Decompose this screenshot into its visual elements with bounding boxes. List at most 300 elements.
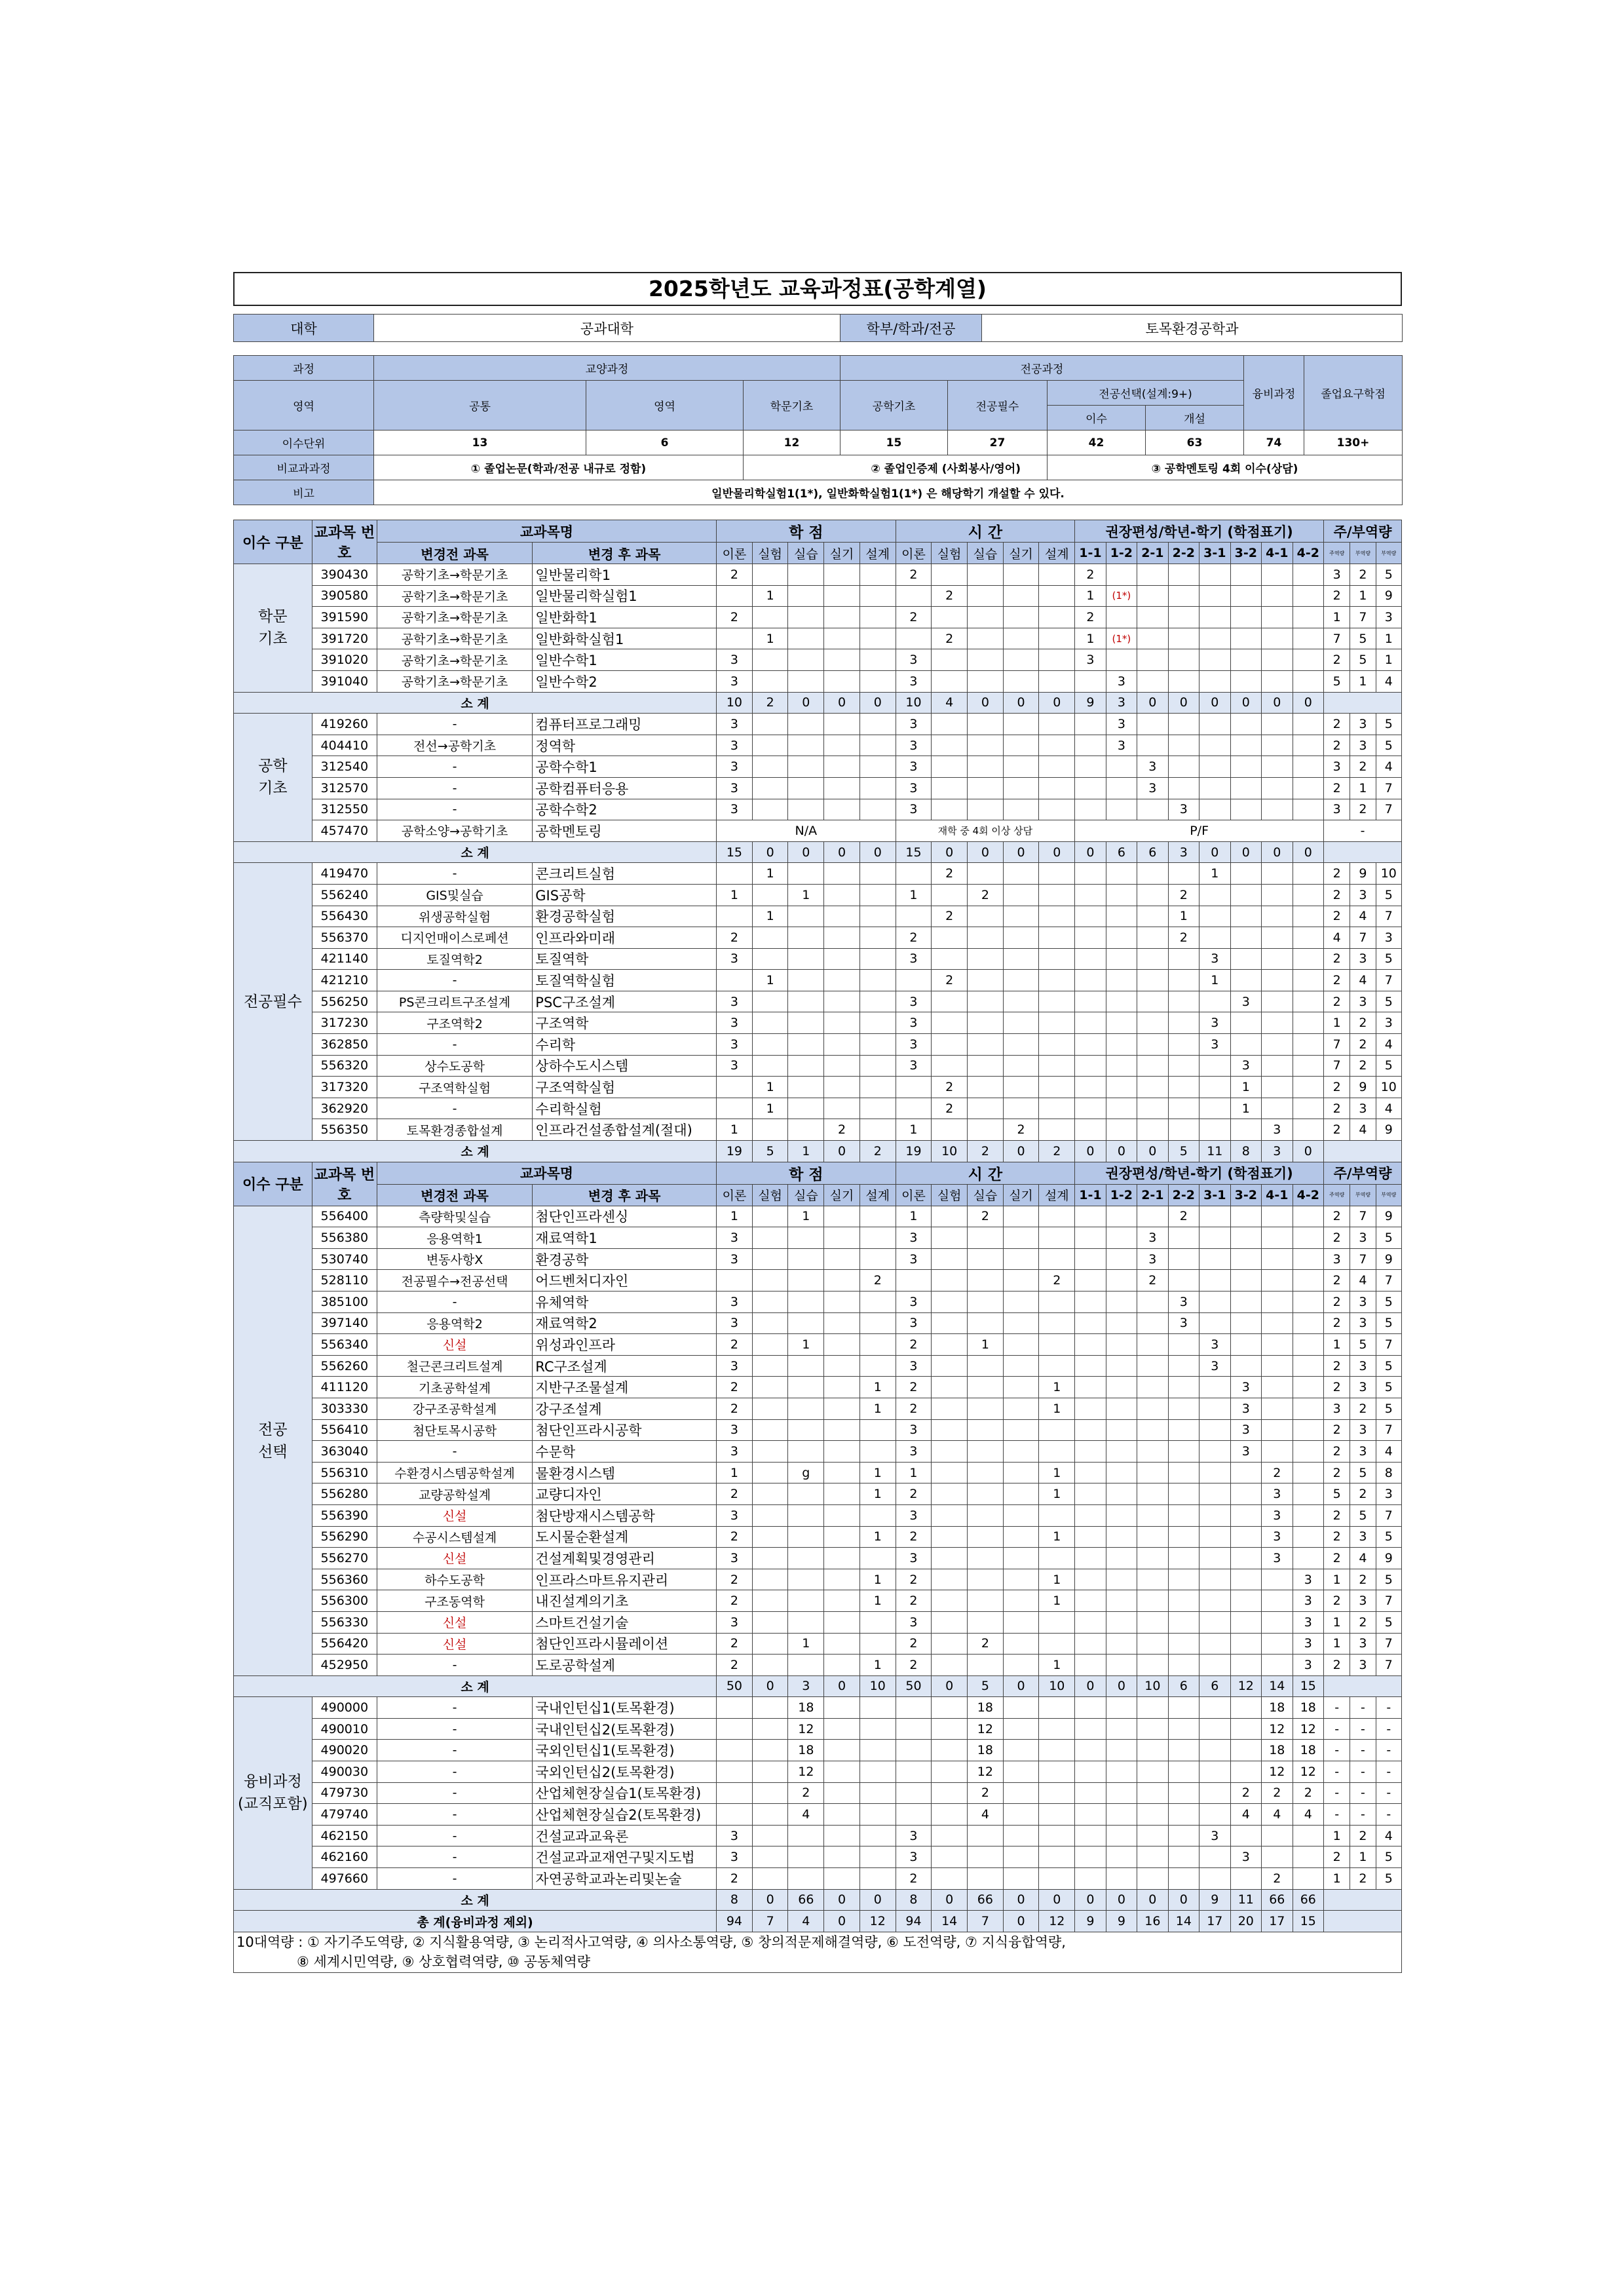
comp-cell: - bbox=[1324, 1761, 1350, 1783]
credit-cell bbox=[752, 1804, 788, 1826]
comp-cell: 4 bbox=[1350, 970, 1376, 991]
subtotal-cell: 0 bbox=[1137, 1889, 1168, 1911]
sem-cell bbox=[1168, 1868, 1199, 1890]
sem-cell bbox=[1262, 1227, 1293, 1249]
course-row bbox=[234, 1633, 1402, 1655]
sem-cell bbox=[1168, 777, 1199, 799]
hour-cell bbox=[896, 1782, 932, 1804]
sem-cell: 2 bbox=[1230, 1782, 1261, 1804]
credit-cell bbox=[859, 756, 896, 778]
sem-cell bbox=[1199, 1718, 1230, 1740]
hour-cell: 3 bbox=[896, 1419, 932, 1441]
comp-cell: 5 bbox=[1376, 1377, 1401, 1398]
credit-cell bbox=[788, 1441, 824, 1463]
course-name: RC구조설계 bbox=[533, 1355, 717, 1377]
sem-cell bbox=[1293, 1034, 1324, 1056]
credit-cell bbox=[752, 1055, 788, 1077]
sem-cell bbox=[1199, 1611, 1230, 1633]
sem-cell bbox=[1075, 1483, 1106, 1505]
sem-cell bbox=[1106, 1248, 1137, 1270]
hour-cell: 2 bbox=[932, 906, 968, 927]
hour-cell bbox=[968, 1270, 1004, 1292]
sem-cell bbox=[1137, 1633, 1168, 1655]
credit-cell bbox=[788, 1377, 824, 1398]
comp-cell: 5 bbox=[1376, 1846, 1401, 1868]
hour-cell bbox=[1039, 1825, 1075, 1846]
course-before: - bbox=[377, 756, 532, 778]
course-code: 490000 bbox=[312, 1697, 377, 1719]
sem-cell bbox=[1262, 1077, 1293, 1098]
credit-cell bbox=[859, 1804, 896, 1826]
sem-cell bbox=[1168, 1034, 1199, 1056]
course-code: 421210 bbox=[312, 970, 377, 991]
hour-cell bbox=[1039, 777, 1075, 799]
dept-label: 학부/학과/전공 bbox=[840, 315, 982, 342]
sem-cell bbox=[1137, 927, 1168, 949]
hour-cell bbox=[896, 1270, 932, 1292]
sem-cell bbox=[1199, 1868, 1230, 1890]
comp-cell: - bbox=[1350, 1782, 1376, 1804]
comp-cell: 9 bbox=[1376, 1206, 1401, 1227]
sem-cell bbox=[1075, 1355, 1106, 1377]
subtotal-cell: 0 bbox=[1039, 841, 1075, 863]
credit-cell bbox=[752, 799, 788, 820]
comp-cell: 7 bbox=[1350, 927, 1376, 949]
credit-cell bbox=[859, 585, 896, 607]
course-name: 수리학실험 bbox=[533, 1098, 717, 1119]
course-name: 인프라스마트유지관리 bbox=[533, 1569, 717, 1590]
credit-cell: 3 bbox=[717, 670, 753, 692]
sem-cell bbox=[1137, 1697, 1168, 1719]
hour-cell bbox=[1039, 863, 1075, 885]
hour-cell bbox=[968, 799, 1004, 820]
sem-cell bbox=[1293, 585, 1324, 607]
course-name: 일반물리학1 bbox=[533, 564, 717, 586]
course-before: - bbox=[377, 1740, 532, 1761]
course-name: 재료역학1 bbox=[533, 1227, 717, 1249]
course-name: 일반수학1 bbox=[533, 649, 717, 671]
credit-cell bbox=[859, 799, 896, 820]
credit-cell bbox=[859, 1419, 896, 1441]
sem-cell bbox=[1293, 991, 1324, 1012]
credit-cell bbox=[717, 1098, 753, 1119]
course-row bbox=[234, 1206, 1402, 1227]
credit-cell bbox=[859, 1206, 896, 1227]
sem-cell bbox=[1106, 991, 1137, 1012]
sem-cell bbox=[1230, 927, 1261, 949]
hour-cell bbox=[1039, 1548, 1075, 1569]
sem-cell bbox=[1106, 1462, 1137, 1483]
hour-cell bbox=[1003, 649, 1039, 671]
hour-cell bbox=[932, 1377, 968, 1398]
sem-cell bbox=[1262, 970, 1293, 991]
credit-cell bbox=[824, 1846, 860, 1868]
hour-cell: 1 bbox=[1039, 1526, 1075, 1548]
col-header-sem-2: 2-1 bbox=[1137, 543, 1168, 564]
comp-cell: 1 bbox=[1350, 670, 1376, 692]
course-code: 556340 bbox=[312, 1334, 377, 1356]
credit-cell bbox=[824, 1292, 860, 1313]
course-before: - bbox=[377, 1098, 532, 1119]
credit-cell bbox=[788, 927, 824, 949]
hour-cell bbox=[932, 1718, 968, 1740]
comp-cell: - bbox=[1350, 1761, 1376, 1783]
credit-cell: 3 bbox=[717, 735, 753, 756]
subtotal-cell: 0 bbox=[1003, 1889, 1039, 1911]
sem-cell bbox=[1075, 1012, 1106, 1034]
sem-cell bbox=[1106, 1868, 1137, 1890]
sem-cell bbox=[1106, 649, 1137, 671]
sem-cell bbox=[1293, 1548, 1324, 1569]
comp-cell: 7 bbox=[1376, 1590, 1401, 1612]
note-text: 일반물리학실험1(1*), 일반화학실험1(1*) 은 해당학기 개설할 수 있다. bbox=[374, 480, 1403, 505]
sem-cell bbox=[1075, 1098, 1106, 1119]
course-name: 국외인턴십2(토목환경) bbox=[533, 1761, 717, 1783]
hour-cell bbox=[1039, 1419, 1075, 1441]
course-name: 국내인턴십1(토목환경) bbox=[533, 1697, 717, 1719]
sem-cell: 3 bbox=[1137, 1227, 1168, 1249]
col-header-credit-3: 실기 bbox=[824, 1184, 860, 1206]
sem-cell bbox=[1262, 1055, 1293, 1077]
sem-cell bbox=[1137, 1098, 1168, 1119]
sem-cell bbox=[1293, 1377, 1324, 1398]
comp-cell: 5 bbox=[1376, 1312, 1401, 1334]
credit-cell bbox=[752, 1292, 788, 1313]
comp-cell: 1 bbox=[1324, 1633, 1350, 1655]
course-code: 312540 bbox=[312, 756, 377, 778]
course-code: 397140 bbox=[312, 1312, 377, 1334]
credit-cell bbox=[824, 927, 860, 949]
subtotal-cell: 0 bbox=[824, 692, 860, 714]
hour-cell: 2 bbox=[932, 1077, 968, 1098]
sem-pf: P/F bbox=[1075, 820, 1324, 842]
sem-cell bbox=[1230, 628, 1261, 649]
subtotal-cell: 0 bbox=[859, 841, 896, 863]
credit-cell: 1 bbox=[859, 1483, 896, 1505]
sem-cell bbox=[1106, 1483, 1137, 1505]
comp-cell: 2 bbox=[1324, 1655, 1350, 1676]
col-header-sem-1: 1-2 bbox=[1106, 543, 1137, 564]
hour-cell: 3 bbox=[896, 735, 932, 756]
comp-cell: 2 bbox=[1324, 906, 1350, 927]
hour-cell bbox=[1039, 1761, 1075, 1783]
credit-cell: 1 bbox=[788, 1633, 824, 1655]
hour-cell: 2 bbox=[1003, 1119, 1039, 1141]
course-row bbox=[234, 1655, 1402, 1676]
comp-cell: - bbox=[1350, 1804, 1376, 1826]
common-header: 공통 bbox=[374, 381, 586, 430]
sem-cell bbox=[1137, 1462, 1168, 1483]
hour-cell bbox=[1003, 1697, 1039, 1719]
sem-cell bbox=[1168, 1548, 1199, 1569]
hour-cell bbox=[1039, 1312, 1075, 1334]
credit-cell bbox=[788, 1398, 824, 1419]
sem-cell bbox=[1168, 1012, 1199, 1034]
course-code: 462150 bbox=[312, 1825, 377, 1846]
comp-cell: 2 bbox=[1350, 1825, 1376, 1846]
liberal-header: 교양과정 bbox=[374, 356, 840, 381]
hour-cell bbox=[1003, 1504, 1039, 1526]
subtotal-cell: 19 bbox=[717, 1141, 753, 1162]
sem-cell: 18 bbox=[1262, 1697, 1293, 1719]
hour-cell: 18 bbox=[968, 1740, 1004, 1761]
credit-cell bbox=[859, 1312, 896, 1334]
sem-cell bbox=[1106, 1227, 1137, 1249]
sem-cell bbox=[1199, 1804, 1230, 1826]
hour-cell: 3 bbox=[896, 1055, 932, 1077]
credit-cell bbox=[824, 948, 860, 970]
hour-cell bbox=[1003, 1655, 1039, 1676]
credit-cell bbox=[752, 884, 788, 906]
course-row bbox=[234, 1292, 1402, 1313]
hour-cell bbox=[968, 649, 1004, 671]
credit-cell bbox=[752, 1697, 788, 1719]
credit-cell: 3 bbox=[717, 1055, 753, 1077]
sem-cell bbox=[1199, 1782, 1230, 1804]
hour-cell: 2 bbox=[968, 884, 1004, 906]
comp-cell: 5 bbox=[1350, 1462, 1376, 1483]
sem-cell bbox=[1293, 607, 1324, 628]
sem-cell bbox=[1137, 1312, 1168, 1334]
sem-cell bbox=[1106, 970, 1137, 991]
hour-cell bbox=[1039, 927, 1075, 949]
credit-cell bbox=[752, 991, 788, 1012]
hour-cell bbox=[932, 948, 968, 970]
hour-cell bbox=[1003, 799, 1039, 820]
course-before: 신설 bbox=[377, 1548, 532, 1569]
credit-cell: 3 bbox=[717, 1419, 753, 1441]
credit-cell bbox=[788, 1355, 824, 1377]
comp-cell: 7 bbox=[1376, 1504, 1401, 1526]
credit-cell bbox=[859, 970, 896, 991]
credit-cell: 1 bbox=[859, 1590, 896, 1612]
sem-cell bbox=[1075, 1740, 1106, 1761]
course-code: 312570 bbox=[312, 777, 377, 799]
course-name: 일반수학2 bbox=[533, 670, 717, 692]
col-header-credit-0: 이론 bbox=[717, 1184, 753, 1206]
sem-cell bbox=[1075, 1270, 1106, 1292]
sem-cell: 2 bbox=[1137, 1270, 1168, 1292]
hour-cell: 3 bbox=[896, 670, 932, 692]
course-before: - bbox=[377, 1292, 532, 1313]
comp-cell: 2 bbox=[1324, 1504, 1350, 1526]
sem-cell bbox=[1075, 1119, 1106, 1141]
credit-cell bbox=[752, 1655, 788, 1676]
sem-cell bbox=[1199, 1483, 1230, 1505]
credit-cell bbox=[752, 1846, 788, 1868]
credit-cell: g bbox=[788, 1462, 824, 1483]
credit-cell: 2 bbox=[717, 1377, 753, 1398]
course-row bbox=[234, 1504, 1402, 1526]
hour-cell bbox=[896, 906, 932, 927]
units-grad: 130+ bbox=[1304, 430, 1403, 455]
credit-cell: 1 bbox=[859, 1655, 896, 1676]
sem-cell bbox=[1106, 906, 1137, 927]
hour-cell bbox=[968, 970, 1004, 991]
subtotal-cell: 66 bbox=[1262, 1889, 1293, 1911]
col-header-competency: 주/부역량 bbox=[1324, 520, 1402, 543]
credit-cell bbox=[788, 1248, 824, 1270]
credit-cell bbox=[788, 1825, 824, 1846]
credit-cell bbox=[752, 1419, 788, 1441]
credit-cell: 2 bbox=[717, 1569, 753, 1590]
sem-cell bbox=[1075, 1312, 1106, 1334]
units-common: 13 bbox=[374, 430, 586, 455]
sem-cell: 3 bbox=[1199, 1825, 1230, 1846]
course-name: 콘크리트실험 bbox=[533, 863, 717, 885]
hour-cell bbox=[1039, 1034, 1075, 1056]
subtotal-cell: 3 bbox=[788, 1675, 824, 1697]
sem-cell bbox=[1106, 1270, 1137, 1292]
course-name: 위성과인프라 bbox=[533, 1334, 717, 1356]
course-code: 490020 bbox=[312, 1740, 377, 1761]
sem-cell bbox=[1199, 1504, 1230, 1526]
credit-cell bbox=[752, 1718, 788, 1740]
hour-cell bbox=[932, 1483, 968, 1505]
course-code: 362850 bbox=[312, 1034, 377, 1056]
sem-cell bbox=[1230, 1462, 1261, 1483]
comp-cell: 3 bbox=[1376, 927, 1401, 949]
comp-cell: 9 bbox=[1350, 1077, 1376, 1098]
comp-cell: 4 bbox=[1376, 670, 1401, 692]
course-row bbox=[234, 1055, 1402, 1077]
credit-cell bbox=[859, 1825, 896, 1846]
credit-cell bbox=[752, 1761, 788, 1783]
hour-cell bbox=[1039, 970, 1075, 991]
sem-cell bbox=[1230, 1633, 1261, 1655]
hour-cell: 2 bbox=[896, 1569, 932, 1590]
sem-cell bbox=[1293, 670, 1324, 692]
col-header-code: 교과목 번호 bbox=[312, 1162, 377, 1206]
course-before: - bbox=[377, 1697, 532, 1719]
credit-cell bbox=[788, 799, 824, 820]
course-code: 490010 bbox=[312, 1718, 377, 1740]
credit-cell bbox=[824, 863, 860, 885]
course-code: 419470 bbox=[312, 863, 377, 885]
comp-cell: 3 bbox=[1324, 564, 1350, 586]
hour-cell bbox=[1039, 585, 1075, 607]
subtotal-cell: 0 bbox=[1106, 1889, 1137, 1911]
hour-cell: 2 bbox=[896, 1377, 932, 1398]
sem-cell bbox=[1230, 1718, 1261, 1740]
subtotal-cell: 9 bbox=[1075, 692, 1106, 714]
grad-credit-header: 졸업요구학점 bbox=[1304, 356, 1403, 430]
sem-cell bbox=[1262, 863, 1293, 885]
sem-cell bbox=[1199, 884, 1230, 906]
credit-cell: 1 bbox=[717, 1119, 753, 1141]
subtotal-label: 소 계 bbox=[234, 692, 717, 714]
hour-cell bbox=[1039, 1292, 1075, 1313]
credit-cell: 1 bbox=[717, 884, 753, 906]
hour-cell bbox=[932, 1526, 968, 1548]
hour-cell bbox=[896, 1697, 932, 1719]
credit-cell bbox=[859, 1441, 896, 1463]
credit-cell bbox=[824, 1611, 860, 1633]
course-before: - bbox=[377, 1441, 532, 1463]
credit-cell bbox=[859, 1504, 896, 1526]
sem-cell bbox=[1168, 1462, 1199, 1483]
sem-cell bbox=[1168, 1504, 1199, 1526]
sem-cell bbox=[1075, 756, 1106, 778]
course-name: 유체역학 bbox=[533, 1292, 717, 1313]
comp-cell: 4 bbox=[1376, 756, 1401, 778]
credit-cell: 3 bbox=[717, 1441, 753, 1463]
subtotal-cell: 3 bbox=[1262, 1141, 1293, 1162]
sem-cell bbox=[1199, 649, 1230, 671]
hour-cell bbox=[932, 1206, 968, 1227]
sem-cell: 3 bbox=[1262, 1526, 1293, 1548]
col-header-sem-6: 4-1 bbox=[1262, 543, 1293, 564]
credit-cell bbox=[752, 1270, 788, 1292]
hour-cell bbox=[1039, 1633, 1075, 1655]
comp-cell: 2 bbox=[1324, 1526, 1350, 1548]
credit-cell bbox=[824, 1441, 860, 1463]
col-header-credit-4: 설계 bbox=[859, 543, 896, 564]
hour-cell bbox=[932, 1569, 968, 1590]
sem-cell bbox=[1106, 1697, 1137, 1719]
course-code: 556280 bbox=[312, 1483, 377, 1505]
course-code: 391590 bbox=[312, 607, 377, 628]
hour-cell bbox=[1003, 991, 1039, 1012]
sem-cell bbox=[1106, 1206, 1137, 1227]
sem-cell bbox=[1075, 1718, 1106, 1740]
comp-cell: 7 bbox=[1376, 799, 1401, 820]
subtotal-cell: 6 bbox=[1137, 841, 1168, 863]
subtotal-cell: 3 bbox=[1106, 692, 1137, 714]
credit-cell bbox=[788, 714, 824, 735]
sem-cell bbox=[1075, 1292, 1106, 1313]
college-info-table bbox=[233, 314, 1403, 342]
sem-cell bbox=[1137, 1483, 1168, 1505]
course-code: 556400 bbox=[312, 1206, 377, 1227]
sem-cell bbox=[1230, 1526, 1261, 1548]
sem-cell: 1 bbox=[1199, 970, 1230, 991]
credit-cell bbox=[859, 1292, 896, 1313]
sem-cell bbox=[1137, 607, 1168, 628]
sem-cell bbox=[1293, 777, 1324, 799]
sem-cell bbox=[1262, 777, 1293, 799]
sem-cell bbox=[1262, 1012, 1293, 1034]
credit-cell bbox=[824, 1504, 860, 1526]
credit-cell bbox=[824, 1055, 860, 1077]
hour-cell bbox=[1003, 927, 1039, 949]
subtotal-cell: 0 bbox=[1262, 841, 1293, 863]
hour-cell bbox=[1003, 607, 1039, 628]
hour-cell bbox=[932, 670, 968, 692]
hour-cell bbox=[968, 1292, 1004, 1313]
course-before: - bbox=[377, 714, 532, 735]
credit-cell bbox=[824, 1227, 860, 1249]
course-before: 공학기초→학문기초 bbox=[377, 564, 532, 586]
hour-cell bbox=[968, 1846, 1004, 1868]
hour-cell bbox=[1003, 1292, 1039, 1313]
hour-cell bbox=[1003, 906, 1039, 927]
hour-cell: 3 bbox=[896, 649, 932, 671]
sem-cell bbox=[1293, 1270, 1324, 1292]
hour-cell bbox=[1039, 735, 1075, 756]
comp-cell: 5 bbox=[1350, 628, 1376, 649]
course-name: 건설계획및경영관리 bbox=[533, 1548, 717, 1569]
comp-cell: 3 bbox=[1350, 735, 1376, 756]
sem-cell bbox=[1168, 1526, 1199, 1548]
course-name: 건설교과교육론 bbox=[533, 1825, 717, 1846]
credit-cell bbox=[788, 1590, 824, 1612]
col-header-credit-2: 실습 bbox=[788, 1184, 824, 1206]
sem-cell bbox=[1293, 1462, 1324, 1483]
sem-cell bbox=[1106, 1590, 1137, 1612]
sem-cell bbox=[1199, 1270, 1230, 1292]
sem-cell bbox=[1199, 1377, 1230, 1398]
